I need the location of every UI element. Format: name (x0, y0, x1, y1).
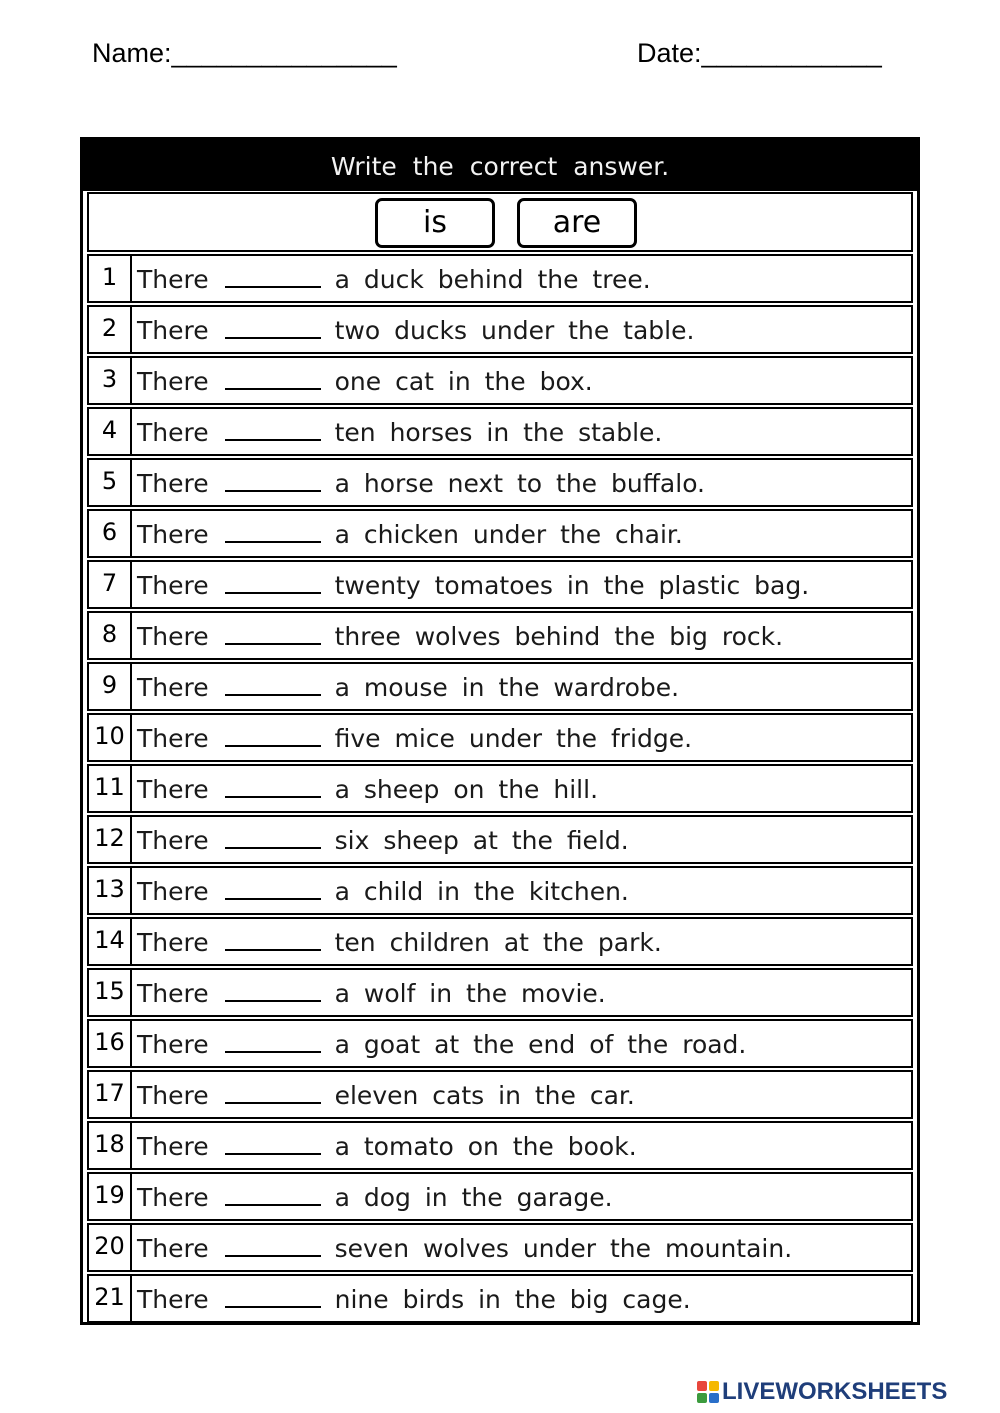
logo-square (709, 1381, 719, 1391)
question-sentence (137, 868, 629, 913)
sentence-subject: There (137, 826, 209, 855)
answer-blank[interactable] (225, 984, 321, 1002)
brand-text: LIVEWORKSHEETS (722, 1378, 948, 1405)
sentence-rest: a horse next to the buffalo. (334, 469, 706, 498)
sentence-subject: There (137, 877, 209, 906)
date-field[interactable]: Date:____________ (637, 38, 882, 68)
question-sentence (137, 1021, 746, 1066)
question-sentence (137, 919, 662, 964)
question-row (87, 917, 913, 966)
sentence-subject: There (137, 316, 209, 345)
sentence-subject: There (137, 979, 209, 1008)
sentence-subject: There (137, 1234, 209, 1263)
sentence-subject: There (137, 367, 209, 396)
question-number: 5 (89, 460, 132, 505)
answer-blank[interactable] (225, 1188, 321, 1206)
question-sentence (137, 358, 593, 403)
question-number: 13 (89, 868, 132, 913)
sentence-rest: a tomato on the book. (334, 1132, 637, 1161)
question-number: 12 (89, 817, 132, 862)
question-number: 1 (89, 256, 132, 301)
sentence-rest: ten horses in the stable. (334, 418, 663, 447)
question-number: 17 (89, 1072, 132, 1117)
sentence-subject: There (137, 673, 209, 702)
answer-blank[interactable] (225, 525, 321, 543)
question-sentence (137, 562, 809, 607)
question-row (87, 407, 913, 456)
answer-blank[interactable] (225, 882, 321, 900)
question-row (87, 611, 913, 660)
question-row (87, 764, 913, 813)
sentence-subject: There (137, 265, 209, 294)
sentence-subject: There (137, 775, 209, 804)
logo-square (709, 1393, 719, 1403)
question-row (87, 254, 913, 303)
question-row (87, 305, 913, 354)
sentence-subject: There (137, 1030, 209, 1059)
question-number: 7 (89, 562, 132, 607)
sentence-rest: a goat at the end of the road. (334, 1030, 747, 1059)
liveworksheets-logo-icon (697, 1381, 719, 1403)
sentence-rest: six sheep at the field. (334, 826, 629, 855)
sentence-subject: There (137, 418, 209, 447)
question-number: 11 (89, 766, 132, 811)
sentence-rest: two ducks under the table. (334, 316, 695, 345)
answer-blank[interactable] (225, 372, 321, 390)
sentence-subject: There (137, 520, 209, 549)
answer-blank[interactable] (225, 270, 321, 288)
question-row (87, 356, 913, 405)
answer-blank[interactable] (225, 321, 321, 339)
question-row (87, 1172, 913, 1221)
answer-blank[interactable] (225, 1035, 321, 1053)
brand-footer (697, 1378, 947, 1406)
name-field[interactable]: Name:_______________ (92, 38, 397, 68)
sentence-rest: three wolves behind the big rock. (334, 622, 784, 651)
question-row (87, 509, 913, 558)
question-number: 14 (89, 919, 132, 964)
question-row (87, 968, 913, 1017)
question-sentence (137, 307, 694, 352)
question-sentence (137, 817, 629, 862)
question-row (87, 1070, 913, 1119)
word-option-are[interactable]: are (517, 198, 637, 248)
question-number: 20 (89, 1225, 132, 1270)
question-number: 6 (89, 511, 132, 556)
question-row (87, 866, 913, 915)
logo-square (697, 1393, 707, 1403)
answer-blank[interactable] (225, 576, 321, 594)
answer-blank[interactable] (225, 780, 321, 798)
answer-blank[interactable] (225, 1086, 321, 1104)
sentence-rest: a chicken under the chair. (334, 520, 683, 549)
answer-blank[interactable] (225, 678, 321, 696)
question-sentence (137, 1174, 613, 1219)
question-number: 15 (89, 970, 132, 1015)
sentence-rest: a sheep on the hill. (334, 775, 599, 804)
question-number: 8 (89, 613, 132, 658)
answer-blank[interactable] (225, 1137, 321, 1155)
question-row (87, 662, 913, 711)
sentence-rest: five mice under the fridge. (334, 724, 693, 753)
sentence-rest: a mouse in the wardrobe. (334, 673, 680, 702)
question-number: 16 (89, 1021, 132, 1066)
word-option-is[interactable]: is (375, 198, 495, 248)
answer-blank[interactable] (225, 729, 321, 747)
question-number: 2 (89, 307, 132, 352)
question-row (87, 1223, 913, 1272)
question-row (87, 560, 913, 609)
answer-blank[interactable] (225, 423, 321, 441)
sentence-rest: twenty tomatoes in the plastic bag. (334, 571, 810, 600)
answer-blank[interactable] (225, 627, 321, 645)
sentence-subject: There (137, 724, 209, 753)
sentence-rest: seven wolves under the mountain. (334, 1234, 793, 1263)
question-row (87, 815, 913, 864)
answer-blank[interactable] (225, 831, 321, 849)
question-row (87, 713, 913, 762)
question-row (87, 1019, 913, 1068)
question-sentence (137, 1072, 635, 1117)
worksheet-table (80, 137, 920, 1325)
sentence-rest: a dog in the garage. (334, 1183, 613, 1212)
sentence-subject: There (137, 1132, 209, 1161)
question-number: 10 (89, 715, 132, 760)
answer-blank[interactable] (225, 474, 321, 492)
question-sentence (137, 460, 705, 505)
question-sentence (137, 664, 679, 709)
question-sentence (137, 511, 683, 556)
question-sentence (137, 766, 598, 811)
question-sentence (137, 1276, 691, 1321)
sentence-rest: ten children at the park. (334, 928, 662, 957)
sentence-subject: There (137, 1081, 209, 1110)
sentence-subject: There (137, 469, 209, 498)
question-number: 21 (89, 1276, 132, 1321)
sentence-subject: There (137, 928, 209, 957)
sentence-rest: nine birds in the big cage. (334, 1285, 691, 1314)
question-sentence (137, 1123, 637, 1168)
question-number: 9 (89, 664, 132, 709)
question-sentence (137, 970, 606, 1015)
question-number: 18 (89, 1123, 132, 1168)
sentence-subject: There (137, 1183, 209, 1212)
sentence-subject: There (137, 571, 209, 600)
worksheet-title: Write the correct answer. (83, 140, 917, 191)
question-sentence (137, 1225, 792, 1270)
sentence-rest: a wolf in the movie. (334, 979, 606, 1008)
sentence-subject: There (137, 1285, 209, 1314)
question-row (87, 1121, 913, 1170)
question-sentence (137, 409, 662, 454)
question-sentence (137, 613, 783, 658)
question-number: 19 (89, 1174, 132, 1219)
answer-blank[interactable] (225, 1290, 321, 1308)
answer-blank[interactable] (225, 1239, 321, 1257)
question-row (87, 458, 913, 507)
question-row (87, 1274, 913, 1323)
question-sentence (137, 256, 651, 301)
sentence-rest: a child in the kitchen. (334, 877, 629, 906)
question-number: 4 (89, 409, 132, 454)
answer-blank[interactable] (225, 933, 321, 951)
sentence-subject: There (137, 622, 209, 651)
word-bank (87, 192, 913, 252)
question-number: 3 (89, 358, 132, 403)
sentence-rest: eleven cats in the car. (334, 1081, 635, 1110)
question-sentence (137, 715, 692, 760)
logo-square (697, 1381, 707, 1391)
sentence-rest: one cat in the box. (334, 367, 593, 396)
sentence-rest: a duck behind the tree. (334, 265, 651, 294)
